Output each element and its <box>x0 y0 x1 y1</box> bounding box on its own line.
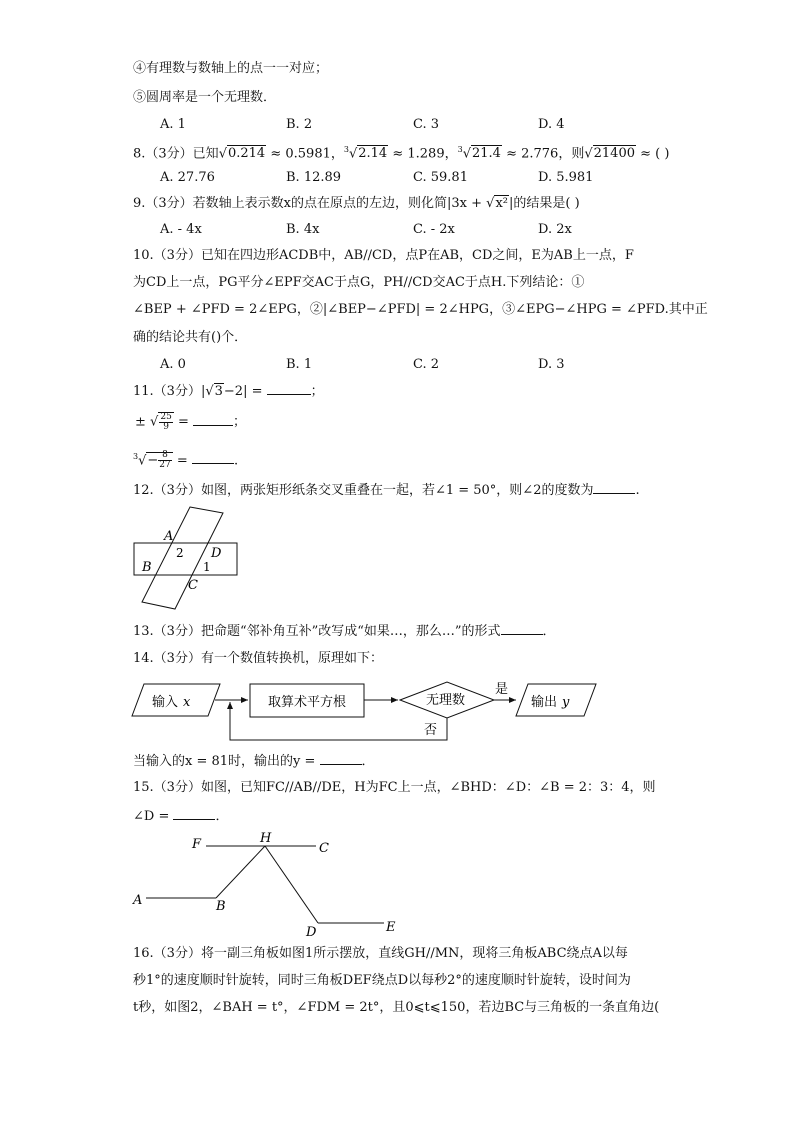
label-e: E <box>386 920 396 935</box>
denominator: 9 <box>163 422 169 432</box>
sqrt-sign: √ <box>150 414 159 430</box>
q8-radicand-3: 21.4 <box>471 146 501 162</box>
statement-4: ④有理数与数轴上的点一一对应； <box>133 61 329 76</box>
q8-option-d: D. 5.981 <box>538 170 594 185</box>
label-f: F <box>192 837 202 852</box>
minus: − <box>147 453 159 469</box>
question-8: 8.（3分）已知√0.214 ≈ 0.5981，$^3$√2.14 ≈ 1.289，$^3$√21.4 ≈ 2.776，则√21400 ≈ ( ) <box>133 145 670 162</box>
label-c: C <box>319 841 329 856</box>
segment-hd <box>265 846 318 923</box>
sqrt-sign: √ <box>486 196 495 211</box>
q8-option-c: C. 59.81 <box>413 170 468 185</box>
q7-option-d: D. 4 <box>538 117 565 132</box>
q11-head: 11.（3分）| <box>133 384 206 399</box>
q10-option-d: D. 3 <box>538 357 565 372</box>
q8-text-4: ≈ ( ) <box>640 146 670 162</box>
q8-radicand-2: 2.14 <box>358 146 388 162</box>
q9-option-b: B. 4x <box>286 222 320 237</box>
cbrt-sign: √ <box>348 146 358 162</box>
q8-text-3: ≈ 2.776，则 <box>506 146 585 162</box>
parallel-lines-figure <box>128 830 408 940</box>
q10-option-a: A. 0 <box>160 357 186 372</box>
q9-option-d: D. 2x <box>538 222 572 237</box>
q11-end-2: ； <box>232 414 246 430</box>
q9-text-b: |的结果是( ) <box>509 196 580 211</box>
q11-radicand: 3 <box>214 384 223 399</box>
q11-radicand-3 <box>146 450 172 471</box>
q9-text-a: 9.（3分）若数轴上表示数x的点在原点的左边，则化简|3x + <box>133 196 483 211</box>
sqrt-sign: √ <box>218 146 227 162</box>
question-14: 14.（3分）有一个数值转换机，原理如下： <box>133 651 383 666</box>
equals: = <box>177 414 189 430</box>
question-11-part-2 <box>135 412 246 432</box>
answer-blank[interactable] <box>192 451 234 464</box>
answer-blank[interactable] <box>501 622 543 635</box>
q8-text-1: ≈ 0.5981， <box>270 146 344 162</box>
q14-end: ． <box>361 754 375 769</box>
cbrt-sign: √ <box>462 146 471 162</box>
input-variable: x <box>183 695 191 710</box>
q9-option-a: A. - 4x <box>160 222 202 237</box>
cbrt-sign: √ <box>138 453 147 469</box>
question-10-line-1: 10.（3分）已知在四边形ACDB中，AB//CD，点P在AB，CD之间，E为AB上一点，F <box>133 248 634 263</box>
q15-end: ． <box>215 809 229 824</box>
question-9 <box>133 195 580 213</box>
q12-end: . <box>635 483 640 498</box>
question-16-line-3: t秒，如图2，∠BAH = t°，∠FDM = 2t°，且0⩽t⩽150，若边BC与三角板的一条直角边( <box>133 1000 660 1015</box>
q11-end-3: . <box>233 453 239 469</box>
angle-2-label: 2 <box>176 546 184 560</box>
question-11 <box>133 382 324 401</box>
question-11-part-3 <box>133 448 238 470</box>
label-b: B <box>216 899 226 914</box>
angle-1-label: 1 <box>203 560 211 574</box>
label-b: B <box>142 560 152 575</box>
yes-label: 是 <box>495 682 509 697</box>
label-h: H <box>260 831 272 846</box>
decision-label: 无理数 <box>426 693 466 708</box>
question-13 <box>133 622 556 641</box>
label-a: A <box>164 529 174 544</box>
q13-end: ． <box>542 624 556 639</box>
output-variable: y <box>562 695 570 710</box>
q14-tail-text: 当输入的x = 81时，输出的y = <box>133 754 316 769</box>
q11-fraction-1 <box>158 412 173 432</box>
question-14-tail <box>133 752 375 771</box>
question-10-line-3: ∠BEP + ∠PFD = 2∠EPG，②|∠BEP−∠PFD| = 2∠HPG，③∠EPG−∠HPG = ∠PFD.其中正 <box>133 302 708 317</box>
q7-option-c: C. 3 <box>413 117 440 132</box>
answer-blank[interactable] <box>173 807 215 820</box>
q8-prefix: 8.（3分）已知 <box>133 146 219 162</box>
sqrt-sign: √ <box>205 384 214 399</box>
q7-option-b: B. 2 <box>286 117 313 132</box>
label-d: D <box>306 925 317 940</box>
answer-blank[interactable] <box>193 413 233 426</box>
label-d: D <box>211 546 222 561</box>
q8-text-2: ≈ 1.289， <box>392 146 458 162</box>
q8-option-a: A. 27.76 <box>160 170 215 185</box>
question-12 <box>133 481 640 500</box>
q12-text: 12.（3分）如图，两张矩形纸条交叉重叠在一起，若∠1 = 50°，则∠2的度数为 <box>133 483 594 498</box>
question-10-line-4: 确的结论共有()个． <box>133 330 248 345</box>
input-label: 输入 <box>152 695 179 710</box>
q11-end: ； <box>310 384 324 399</box>
q8-radicand-4: 21400 <box>593 146 635 162</box>
segment-bh <box>216 846 265 898</box>
q11-fraction-2 <box>158 451 171 470</box>
q11-tail: −2| = <box>223 384 263 399</box>
answer-blank[interactable] <box>267 382 311 395</box>
statement-5: ⑤圆周率是一个无理数． <box>133 90 277 105</box>
cube-index: 3 <box>133 452 139 461</box>
q10-option-b: B. 1 <box>286 357 313 372</box>
question-10-line-2: 为CD上一点，PG平分∠EPF交AC于点G，PH//CD交AC于点H.下列结论：① <box>133 275 585 290</box>
numerator: 8 <box>158 451 171 461</box>
q8-radicand-1: 0.214 <box>227 146 266 162</box>
q9-radicand: x² <box>495 196 508 211</box>
q13-text: 13.（3分）把命题“邻补角互补”改写成“如果…，那么…”的形式 <box>133 624 501 639</box>
plus-minus: ± <box>135 414 146 430</box>
conversion-machine-flowchart <box>130 676 610 746</box>
no-label: 否 <box>424 723 438 738</box>
question-15-line-1: 15.（3分）如图，已知FC//AB//DE，H为FC上一点，∠BHD：∠D：∠B = 2：3：4，则 <box>133 780 656 795</box>
q7-option-a: A. 1 <box>160 117 186 132</box>
denominator: 27 <box>159 460 171 471</box>
crossed-strips-figure <box>128 505 248 610</box>
question-15-line-2 <box>133 807 229 826</box>
process-label: 取算术平方根 <box>268 695 347 710</box>
sqrt-sign: √ <box>584 146 593 162</box>
q10-option-c: C. 2 <box>413 357 440 372</box>
q8-option-b: B. 12.89 <box>286 170 342 185</box>
output-label: 输出 <box>531 695 558 710</box>
q9-option-c: C. - 2x <box>413 222 455 237</box>
equals: = <box>176 453 188 469</box>
q15-text: ∠D = <box>133 809 170 824</box>
label-a: A <box>133 893 143 908</box>
question-16-line-2: 秒1°的速度顺时针旋转，同时三角板DEF绕点D以每秒2°的速度顺时针旋转，设时间为 <box>133 973 631 988</box>
question-16-line-1: 16.（3分）将一副三角板如图1所示摆放，直线GH//MN，现将三角板ABC绕点A以每 <box>133 946 628 961</box>
numerator: 25 <box>160 412 172 422</box>
answer-blank[interactable] <box>320 752 362 765</box>
answer-blank[interactable] <box>593 481 635 494</box>
label-c: C <box>188 578 198 593</box>
